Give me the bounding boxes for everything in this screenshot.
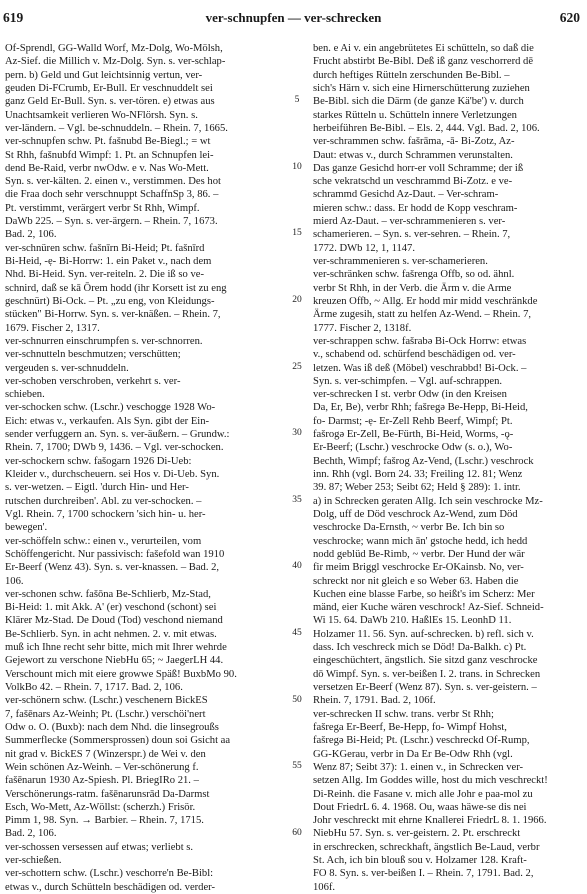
text-line: dass. Ich veschreck mich se Död! Da-Balkh. c) Pt. <box>313 642 527 654</box>
line-number: 60 <box>292 827 302 838</box>
text-line: Pt. verstimmt, verärgert verbr St Rhh, Wimpf. <box>5 202 200 214</box>
line-number: 35 <box>292 494 302 505</box>
text-line: NiebHu 57. Syn. s. ver-geistern. 2. Pt. erschreckt <box>313 828 521 840</box>
text-line: Kuchen eine blasse Farbe, so heißt's im Scherz: Mer <box>313 588 535 600</box>
text-line: Gejewort zu verschone NiebHu 65; ~ JaegerLH 44. <box>5 655 224 667</box>
text-line: ver-schockern schw. fašogarn 1926 Di-Ueb: <box>5 455 192 467</box>
text-line: ver-schrecken I st. verbr Odw (in den Kreisen <box>313 389 507 401</box>
text-line: stücken" Bi-Horrw. Syn. s. ver-knäßen. – Rhein. 7, <box>5 309 221 321</box>
text-line: GG-KGerau, verbr in Da Er Be-Odw Rhh (vgl. <box>313 748 513 760</box>
text-line: schreckt nor nit gleich e so Weber 63. Haben die <box>313 575 519 587</box>
text-line: ver-schocken schw. (Lschr.) veschogge 1928 Wo- <box>5 402 216 414</box>
text-line: schamerieren. – Syn. s. ver-sehren. – Rhein. 7, <box>313 229 511 241</box>
text-line: versetzen Er-Beerf (Wenz 87). Syn. s. ver-geistern. – <box>313 682 537 693</box>
text-line: 106. <box>5 575 24 587</box>
text-line: Rhein. 7, 1791. Bad. 2, 106f. <box>313 695 436 707</box>
text-line: Verschönerungs-ratm. fašēnarunsrād Da-Darmst <box>5 788 210 800</box>
text-line: Er-Beerf; (Lschr.) veschrocke Odw (s. o.), Wo- <box>313 442 513 454</box>
text-line: Syn. s. ver-schimpfen. – Vgl. auf-schrappen. <box>313 375 503 387</box>
text-line: Schöffengericht. Nur passivisch: fašefold wan 1910 <box>5 548 225 560</box>
text-line: ver-schöffeln schw.: einen v., verurteilen, vom <box>5 535 202 547</box>
text-line: Da, Er, Be), verbr Rhh; fašregə Be-Hepp, Bi-Heid, <box>313 402 528 414</box>
text-line: Bad. 2, 106. <box>5 229 57 241</box>
text-line: herbeiführen Be-Bibl. – Els. 2, 444. Vgl. Bad. 2, 106. <box>313 122 540 134</box>
text-line: fir meim Briggl veschrocke Er-OKainsb. No, ver- <box>313 562 524 574</box>
text-line: pern. b) Geld und Gut leichtsinnig vertun, ver- <box>5 69 203 81</box>
text-line: Dout FriedrL 6. 4. 1968. Ou, waas häwe-se dis nei <box>313 801 527 813</box>
text-line: Ärme zugesih, statt zu helfen Az-Wend. – Rhein. 7, <box>313 309 532 321</box>
text-line: a) in Schrecken geraten Allg. Ich sein veschrocke Mz- <box>313 495 543 507</box>
text-line: setzen Allg. Im Goddes wille, host du mich veschreckt! <box>313 775 548 787</box>
line-number: 55 <box>292 761 302 772</box>
running-title: ver-schnupfen — ver-schrecken <box>205 10 382 25</box>
text-line: fašregə Bi-Heid; Pt. (Lschr.) veschreckd Of-Rump, <box>313 735 530 747</box>
text-line: VolkBo 42. – Rhein. 7, 1717. Bad. 2, 106. <box>5 682 183 693</box>
text-line: Esch, Wo-Mett, Az-Wöllst: (scherzh.) Frisör. <box>5 801 196 813</box>
text-line: ver-schnutteln beschmutzen; verschütten; <box>5 349 181 361</box>
text-line: schnird, daß se kā Ōrem hodd (ihr Korsett ist zu eng <box>5 282 227 294</box>
text-line: ver-ländern. – Vgl. be-schnuddeln. – Rhein. 7, 1665. <box>5 122 228 134</box>
text-line: Klärer Mz-Stad. De Doud (Tod) veschond niemand <box>5 615 223 627</box>
text-line: 39. 87; Weber 253; Seibt 62; Held § 289): 1. intr. <box>313 482 521 494</box>
text-line: Pimm 1, 98. Syn. → Barbier. – Rhein. 7, 1715. <box>5 815 204 827</box>
right-column <box>313 42 580 894</box>
text-line: Kleider v., durchscheuern. sei Hos v. Di-Ueb. Syn. <box>5 469 220 480</box>
text-line: DaWb 225. – Syn. s. ver-ärgern. – Rhein. 7, 1673. <box>5 216 218 228</box>
text-line: s. ver-wetzen. – Eigtl. 'durch Hin- und Her- <box>5 482 189 494</box>
left-column <box>5 42 282 894</box>
text-line: kreuzen Offb, ~ Allg. Er hodd mir midd veschränkde <box>313 295 538 307</box>
text-line: Bi-Heid: 1. mit Akk. A' (er) veschond (schont) sei <box>5 602 217 614</box>
text-line: inn. Rhh (vgl. Born 24. 33; Freiling 12. 81; Wenz <box>313 469 523 480</box>
text-line: sche vekratschd un veschrammd Bi-Zotz. e ve- <box>313 176 513 188</box>
text-line: etwas v., durch Schütteln beschädigen od. verder- <box>5 881 216 893</box>
text-line: Dolg, uff de Död veschrock Az-Wend, zum Död <box>313 508 518 520</box>
text-line: veschrocke; wann mich ān' gstoche hedd, ich hedd <box>313 535 528 547</box>
text-line: sich's Härn v. sich eine Hirnerschütterung zuziehen <box>313 82 530 94</box>
text-line: dō Wimpf. Syn. s. ver-beißen I. 2. trans. in Schrecken <box>313 668 541 680</box>
text-line: muß ich Ihne recht sehr bitte, mich mit Ihrer wehrde <box>5 642 227 654</box>
text-line: St. Ach, ich bin blouß sou v. Holzamer 128. Kraft- <box>313 855 527 867</box>
text-line: FO 8. Syn. s. ver-beißen I. – Rhein. 7, 1791. Bad. 2, <box>313 868 534 880</box>
text-line: schieben. <box>5 389 45 401</box>
text-line: nit grad v. BickES 7 (Winzerspr.) de Wei v. den <box>5 748 206 760</box>
text-line: ver-schonen schw. fašōna Be-Schlierb, Mz-Stad, <box>5 588 211 600</box>
text-line: nodd geblüd Be-Rimb, ~ verbr. Der Hund der wär <box>313 548 525 560</box>
line-number: 20 <box>292 295 302 306</box>
text-line: Wenz 87; Seibt 37): 1. einen v., in Schrecken ver- <box>313 761 524 773</box>
text-line: schrammd Gesichd Az-Daut. – Ver-schram- <box>313 189 499 201</box>
text-line: Johr veschreckt mit ehrne Knallerei FriedrL 8. 1. 1966. <box>313 815 547 827</box>
line-number: 15 <box>292 228 302 239</box>
text-line: mierd Az-Daut. – ver-schrammenieren s. ver- <box>313 216 506 228</box>
text-line: letzen. Was iß deß (Möbel) veschrabbd! Bi-Ock. – <box>313 362 527 374</box>
text-line: ganz Geld Er-Bull. Syn. s. ver-tören. e) etwas aus <box>5 96 215 108</box>
text-line: in erschrecken, schreckhaft, ängstlich Be-Laud, verbr <box>313 841 540 853</box>
text-line: bewegen'. <box>5 522 48 534</box>
line-number: 5 <box>294 95 300 106</box>
text-line: dend Be-Raid, verbr nwOdw. e v. Nas Wo-Mett. <box>5 162 209 174</box>
text-line: veschrocke Da-Ernsth, ~ verbr Be. Ich bin so <box>313 522 505 534</box>
text-line: Summerflecke (Sommersprossen) doun soi Gsicht aa <box>5 735 231 747</box>
text-line: 1777. Fischer 2, 1318f. <box>313 322 412 334</box>
text-line: fašrogə Er-Zell, Be-Fürth, Bi-Heid, Worms, -ǫ- <box>313 429 514 441</box>
text-line: sender verfuggern an. Syn. s. ver-äußern. – Grundw.: <box>5 429 230 441</box>
line-number: 25 <box>292 361 302 372</box>
text-line: Bad. 2, 106. <box>5 828 57 840</box>
text-line: geschnürt) Bi-Ock. – Pt. „zu eng, von Kleidungs- <box>5 295 215 307</box>
text-line: Eich: etwas v., verkaufen. Als Syn. gibt der Ein- <box>5 415 210 427</box>
line-number-gutter <box>282 42 312 842</box>
text-line: fašrega Er-Beerf, Be-Hepp, fo- Wimpf Hohst, <box>313 721 507 733</box>
text-line: eingeschüchtert, ängstlich. Sie sitzd ganz veschrocke <box>313 655 538 667</box>
text-line: Vgl. Rhein. 7, 1700 schockern 'sich hin- u. her- <box>5 508 206 520</box>
line-number: 40 <box>292 561 302 572</box>
text-line: starkes Rütteln u. Schütteln innere Verletzungen <box>313 109 517 121</box>
text-line: mänd, eier Kuche wären veschrock! Az-Sief. Schneid- <box>313 602 544 614</box>
text-line: verbr St Rhh, in der Verb. die Ärm v. die Arme <box>313 282 512 294</box>
text-line: Verschount mich mit eiere growwe Späß! BuxbMo 90. <box>5 668 237 680</box>
text-line: Wein schönen Az-Weinh. – Ver-schönerung f. <box>5 761 199 773</box>
page-number-right: 620 <box>559 10 580 25</box>
text-line: Frucht abstirbt Be-Bibl. Deß iß ganz veschorrerd dē <box>313 56 534 68</box>
page-number-left: 619 <box>3 10 24 25</box>
text-line: ver-schnurren einschrumpfen s. ver-schnorren. <box>5 335 203 347</box>
text-line: 1772. DWb 12, 1, 1147. <box>313 242 416 254</box>
text-line: Nhd. Bi-Heid. Syn. ver-reiteln. 2. Die iß so ve- <box>5 269 204 281</box>
text-line: ver-schränken schw. fašrenga Offb, so od. ähnl. <box>313 269 515 281</box>
text-line: ver-schottern schw. (Lschr.) veschorre'n Be-Bibl: <box>5 868 214 880</box>
text-line: geuden Di-FCrumb, Er-Bull. Er veschnuddelt sei <box>5 82 213 94</box>
text-line: Rhein. 7, 1700; DWb 9, 1436. – Vgl. ver-schocken. <box>5 442 224 454</box>
text-line: Das ganze Gesichd horr-er voll Schramme; der iß <box>313 162 524 174</box>
text-line: 1679. Fischer 2, 1317. <box>5 322 100 334</box>
line-number: 30 <box>292 428 302 439</box>
text-line: ver-schrappen schw. fašrabə Bi-Ock Horrw: etwas <box>313 335 527 347</box>
text-line: ver-schrecken II schw. trans. verbr St Rhh; <box>313 708 494 720</box>
line-number: 10 <box>292 161 302 172</box>
text-line: ver-schossen versessen auf etwas; verliebt s. <box>5 841 194 853</box>
text-line: Di-Reinh. die Fasane v. mich alle Johr e paa-mol zu <box>313 788 533 800</box>
text-line: St Rhh, fašnubfd Wimpf: 1. Pt. an Schnupfen lei- <box>5 149 214 161</box>
text-line: Daut: etwas v., durch Schrammen verunstalten. <box>313 149 513 161</box>
line-number: 50 <box>292 694 302 705</box>
text-line: ver-schrammen schw. fašrāma, -ā- Bi-Zotz, Az- <box>313 136 515 148</box>
text-line: Be-Schlierb. Syn. in acht nehmen. 2. v. mit etwas. <box>5 628 217 640</box>
text-line: Be-Bibl. sich die Därm (de ganze Kä'be') v. durch <box>313 96 524 108</box>
text-line: 106f. <box>313 881 336 893</box>
text-line: ver-schießen. <box>5 855 62 867</box>
page-header <box>0 10 587 30</box>
text-line: Unachtsamkeit verlieren Wo-NFlörsh. Syn. s. <box>5 109 198 121</box>
text-line: durch heftiges Rütteln zerschunden Be-Bibl. – <box>313 69 510 81</box>
text-line: Syn. s. ver-kälten. 2. einen v., verstimmen. Des hot <box>5 176 221 188</box>
text-line: rutschen durchreiben'. Abl. zu ver-schocken. – <box>5 495 202 507</box>
text-line: Er-Beerf (Wenz 43). Syn. s. ver-knassen. – Bad. 2, <box>5 562 220 574</box>
text-line: Wi 15. 64. DaWb 210. HaßlEs 15. LeonhD 11. <box>313 615 512 627</box>
text-line: ver-schrammenieren s. ver-schamerieren. <box>313 256 488 267</box>
text-line: ver-schoben verschroben, verkehrt s. ver- <box>5 375 181 387</box>
text-line: ver-schnüren schw. fašnīrn Bi-Heid; Pt. fašnīrd <box>5 242 205 254</box>
text-line: die Fraa doch sehr verschnuppt SchaffnSp 3, 86. – <box>5 189 219 201</box>
text-line: Of-Sprendl, GG-Walld Worf, Mz-Dolg, Wo-Mölsh, <box>5 43 223 54</box>
text-line: Bi-Heid, -ẹ- Bi-Horrw: 1. ein Paket v., nach dem <box>5 256 212 267</box>
text-line: ver-schönern schw. (Lschr.) veschenern BickES <box>5 695 208 707</box>
line-number: 45 <box>292 628 302 639</box>
text-line: Az-Sief. die Millich v. Mz-Dolg. Syn. s. ver-schlap- <box>5 56 226 68</box>
text-line: vergeuden s. ver-schnuddeln. <box>5 362 129 374</box>
text-line: mieren schw.: dass. Er hodd de Kopp veschram- <box>313 202 518 214</box>
text-line: Holzamer 11. 56. Syn. auf-schrecken. b) refl. sich v. <box>313 628 534 640</box>
text-line: Bechth, Wimpf; fašrog Az-Vend, (Lschr.) veschrock <box>313 455 534 467</box>
text-line: v., schabend od. schürfend beschädigen od. ver- <box>313 349 516 361</box>
text-line: ver-schnupfen schw. Pt. fašnubd Be-Biegl.; = wt <box>5 136 211 148</box>
text-line: 7, fašēnars Az-Weinh; Pt. (Lschr.) verschöi'nert <box>5 708 206 720</box>
text-line: ben. e Ai v. ein angebrütetes Ei schütteln, so daß die <box>313 43 534 54</box>
text-line: fo- Darmst; -ẹ- Er-Zell Rehb Beerf, Wimpf; Pt. <box>313 415 513 427</box>
text-line: fašēnarun 1930 Az-Spiesh. Pl. BriegIRo 21. – <box>5 775 199 787</box>
text-line: Odw o. O. (Buxb): nach dem Nhd. die linsegroußs <box>5 721 219 733</box>
